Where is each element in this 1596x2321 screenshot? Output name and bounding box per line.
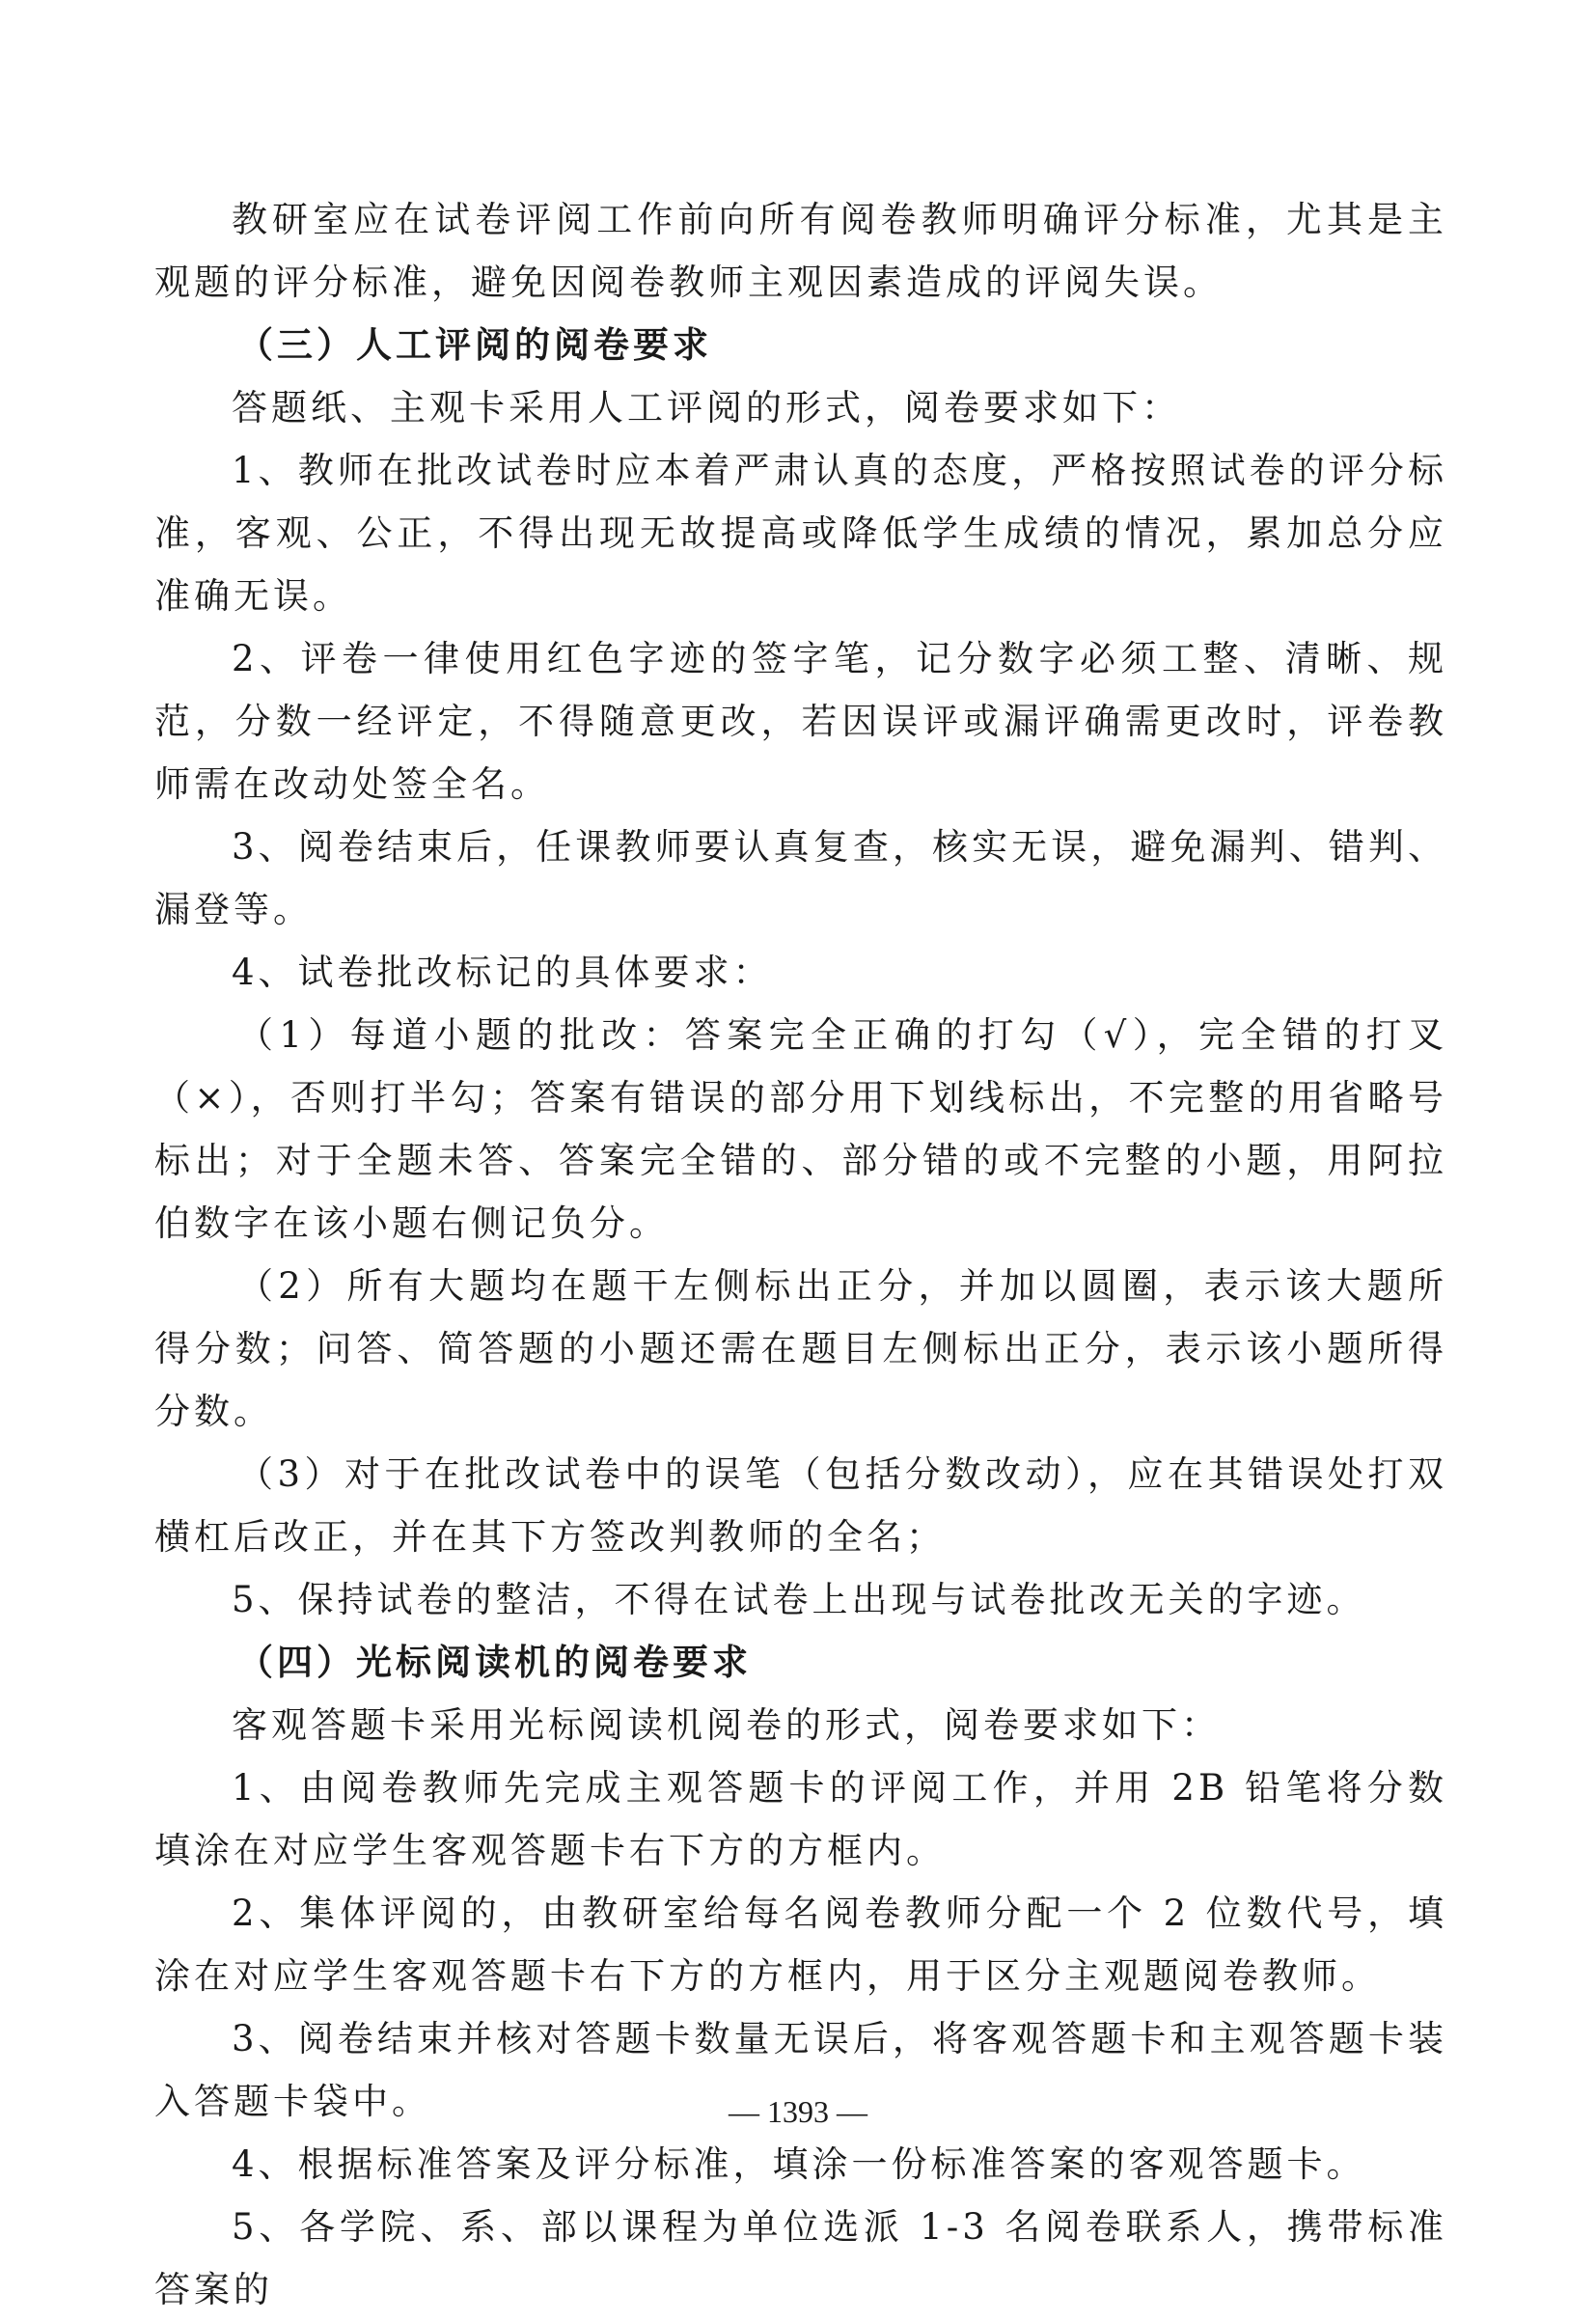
section-heading-manual-review: （三）人工评阅的阅卷要求	[237, 323, 712, 366]
paragraph-subitem-2: （2）所有大题均在题干左侧标出正分，并加以圆圈，表示该大题所得分数；问答、简答题的小题还需在题目左侧标出正分，表示该小题所得分数。	[154, 1265, 1447, 1432]
paragraph-item-5: 5、保持试卷的整洁，不得在试卷上出现与试卷批改无关的字迹。	[232, 1579, 1366, 1620]
paragraph-item-1: 1、教师在批改试卷时应本着严肃认真的态度，严格按照试卷的评分标准，客观、公正，不得出现无故提高或降低学生成绩的情况，累加总分应准确无误。	[154, 450, 1447, 617]
page-number: — 1393 —	[729, 2094, 867, 2129]
section-heading-optical-reader: （四）光标阅读机的阅卷要求	[237, 1641, 752, 1683]
paragraph-optical-item-2: 2、集体评阅的，由教研室给每名阅卷教师分配一个 2 位数代号，填涂在对应学生客观答题卡右下方的方框内，用于区分主观题阅卷教师。	[154, 1893, 1447, 1997]
paragraph-optical-item-4: 4、根据标准答案及评分标准，填涂一份标准答案的客观答题卡。	[232, 2143, 1366, 2185]
paragraph-subitem-3: （3）对于在批改试卷中的误笔（包括分数改动），应在其错误处打双横杠后改正，并在其下方签改判教师的全名；	[154, 1453, 1447, 1558]
paragraph-item-4: 4、试卷批改标记的具体要求：	[232, 952, 773, 993]
paragraph-optical-intro: 客观答题卡采用光标阅读机阅卷的形式，阅卷要求如下：	[232, 1704, 1221, 1746]
paragraph-optical-item-1: 1、由阅卷教师先完成主观答题卡的评阅工作，并用 2B 铅笔将分数填涂在对应学生客观答题卡右下方的方框内。	[154, 1767, 1447, 1871]
paragraph-scoring-standard: 教研室应在试卷评阅工作前向所有阅卷教师明确评分标准，尤其是主观题的评分标准，避免因阅卷教师主观因素造成的评阅失误。	[154, 199, 1447, 303]
paragraph-item-2: 2、评卷一律使用红色字迹的签字笔，记分数字必须工整、清晰、规范，分数一经评定，不得随意更改，若因误评或漏评确需更改时，评卷教师需在改动处签全名。	[154, 638, 1447, 805]
paragraph-subitem-1: （1）每道小题的批改：答案完全正确的打勾（√），完全错的打叉（×），否则打半勾；答案有错误的部分用下划线标出，不完整的用省略号标出；对于全题未答、答案完全错的、部分错的或不完整的小题，用阿拉伯数字在该小题右侧记负分。	[154, 1014, 1447, 1244]
paragraph-optical-item-5: 5、各学院、系、部以课程为单位选派 1-3 名阅卷联系人，携带标准答案的	[154, 2206, 1447, 2310]
paragraph-optical-item-3: 3、阅卷结束并核对答题卡数量无误后，将客观答题卡和主观答题卡装入答题卡袋中。	[154, 2018, 1447, 2122]
paragraph-item-3: 3、阅卷结束后，任课教师要认真复查，核实无误，避免漏判、错判、漏登等。	[154, 826, 1447, 930]
paragraph-manual-intro: 答题纸、主观卡采用人工评阅的形式，阅卷要求如下：	[232, 387, 1181, 428]
document-body	[154, 188, 1447, 2321]
